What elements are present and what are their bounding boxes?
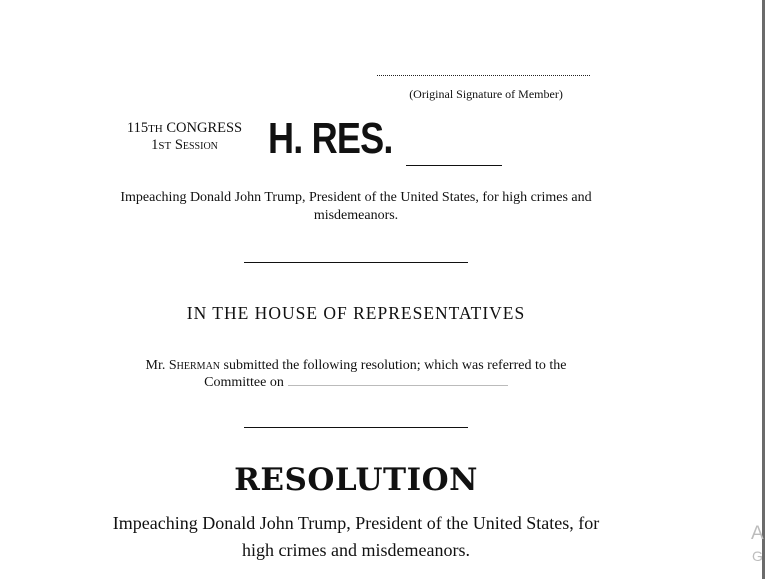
bill-type-heading: H. RES. xyxy=(268,114,393,163)
committee-blank xyxy=(288,375,508,386)
congress-line xyxy=(112,120,257,137)
signature-line xyxy=(377,75,590,76)
congress-session-block xyxy=(112,120,257,154)
divider-rule xyxy=(244,427,468,428)
sponsor-name: Sherman xyxy=(168,358,221,373)
action-text-part2: Committee on xyxy=(204,375,284,390)
action-text-part1: submitted the following resolution; which was referred to the xyxy=(223,358,567,373)
full-title: Impeaching Donald John Trump, President of the United States, for high crimes and misdemeanors. xyxy=(112,513,600,560)
chamber-heading: IN THE HOUSE OF REPRESENTATIVES xyxy=(186,303,526,323)
watermark-text-line2: G xyxy=(752,548,763,564)
session-number: 1 xyxy=(151,137,159,153)
divider-rule xyxy=(244,262,468,263)
congress-number-suffix: TH xyxy=(148,123,163,135)
signature-caption: (Original Signature of Member) xyxy=(409,87,563,101)
congress-word: CONGRESS xyxy=(166,120,243,136)
session-number-suffix: ST xyxy=(158,140,172,152)
short-title: Impeaching Donald John Trump, President of the United States, for high crimes and misdemeanors. xyxy=(120,190,592,223)
bill-number-blank xyxy=(406,165,502,166)
action-statement xyxy=(118,357,594,391)
session-word: Session xyxy=(174,137,218,153)
congress-number: 115 xyxy=(126,120,149,136)
watermark-text-line1: A xyxy=(751,523,764,544)
session-line xyxy=(112,137,257,154)
document-type-heading: RESOLUTION xyxy=(234,462,478,498)
sponsor-prefix: Mr. xyxy=(145,358,166,373)
